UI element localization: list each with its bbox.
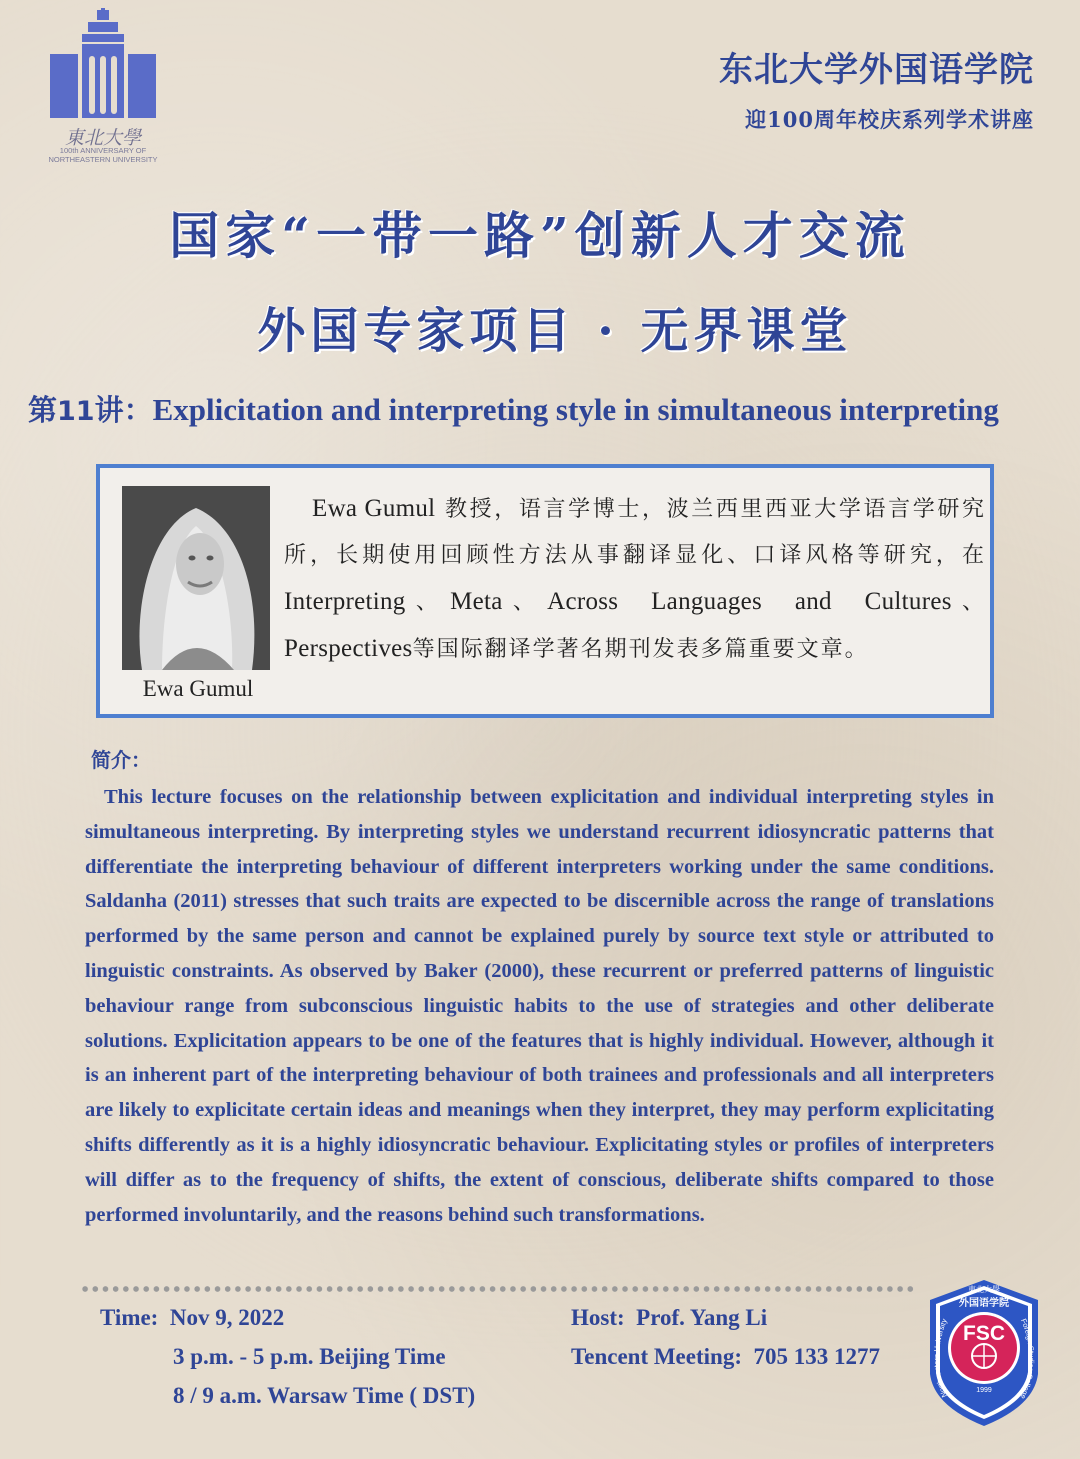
sub-title: 外国专家项目 · 无界课堂 bbox=[257, 303, 853, 359]
speaker-photo bbox=[122, 486, 270, 670]
lecture-heading bbox=[28, 388, 1068, 429]
portrait-image bbox=[122, 486, 270, 670]
journal-interpreting: Interpreting bbox=[284, 588, 406, 615]
warsaw-time: 8 / 9 a.m. Warsaw Time ( DST) bbox=[173, 1383, 476, 1408]
badge-college-cn: 外国语学院 bbox=[959, 1298, 1009, 1309]
journal-perspectives: Perspectives bbox=[284, 635, 413, 662]
badge-year: 1999 bbox=[976, 1387, 992, 1394]
intro-label: 简介： bbox=[91, 748, 151, 772]
fsc-college-badge bbox=[926, 1278, 1042, 1428]
speaker-bio bbox=[284, 486, 986, 673]
meeting-id: 705 133 1277 bbox=[753, 1344, 880, 1369]
badge-right-arc-text: Foreign Studies College bbox=[1018, 1317, 1037, 1401]
meeting-row bbox=[571, 1344, 880, 1370]
dotted-divider bbox=[80, 1285, 916, 1293]
beijing-time: 3 p.m. - 5 p.m. Beijing Time bbox=[173, 1344, 446, 1369]
host-name: Prof. Yang Li bbox=[636, 1305, 768, 1330]
speaker-name: Ewa Gumul bbox=[142, 676, 254, 701]
lecture-series: 迎100周年校庆系列学术讲座 bbox=[745, 107, 1034, 132]
lecture-title: Explicitation and interpreting style in simultaneous interpreting bbox=[152, 392, 999, 427]
badge-abbr: FSC bbox=[963, 1322, 1005, 1345]
badge-top-text: 東北大學 bbox=[968, 1285, 1000, 1294]
event-date: Nov 9, 2022 bbox=[169, 1305, 285, 1330]
bio-sep1: 、 bbox=[405, 590, 451, 615]
main-title: 国家“一带一路”创新人才交流 bbox=[169, 206, 911, 265]
time-row bbox=[100, 1305, 284, 1331]
lecture-number: 11 bbox=[57, 396, 95, 427]
badge-left-arc-text: Northeastern University bbox=[931, 1317, 950, 1399]
college-name: 东北大学外国语学院 bbox=[719, 50, 1034, 90]
lecture-abstract: This lecture focuses on the relationship between explicitation and individual interpreting styles in simultaneous interpreting. By interpreting styles we understand recurrent idiosyncratic patterns that differentiate the interpreting behaviour of different interpreters working under the same conditions. Saldanha (2011) stresses that such traits are expected to be discernible across the range of translations performed by the same person and cannot be explained purely by source text style or attributed to linguistic constraints. As observed by Baker (2000), these recurrent or preferred patterns of linguistic behaviour range from subconscious linguistic habits to the use of strategies and other deliberate solutions. Explicitation appears to be one of the features that is highly individual. However, although it is an inherent part of the interpreting behaviour of both trainees and professionals and all interpreters are likely to explicitate certain ideas and meanings when they interpret, they may perform explicitating shifts differently as it is a highly idiosyncratic behaviour. Explicitating styles or profiles of interpreters will differ as to the frequency of shifts, the extent of conscious, deliberate shifts compared to those performed involuntarily, and the reasons behind such transformations. bbox=[85, 786, 994, 1226]
journal-meta: Meta bbox=[450, 588, 503, 615]
logo-caption-line2: NORTHEASTERN UNIVERSITY bbox=[48, 155, 158, 164]
bio-sep3: 、 bbox=[951, 590, 986, 615]
bio-sep2: 、 bbox=[502, 590, 548, 615]
bio-part2: 等国际翻译学著名期刊发表多篇重要文章。 bbox=[412, 637, 869, 662]
logo-caption-line1: 100th ANNIVERSARY OF bbox=[59, 146, 147, 155]
meeting-label: Tencent Meeting: bbox=[571, 1344, 742, 1369]
bio-name: Ewa Gumul bbox=[312, 495, 436, 522]
logo-calligraphy: 東北大學 bbox=[64, 127, 142, 149]
lecture-suffix: 讲： bbox=[94, 393, 153, 427]
time-label: Time: bbox=[100, 1305, 159, 1330]
lecture-prefix: 第 bbox=[28, 393, 58, 427]
host-label: Host: bbox=[571, 1305, 625, 1330]
journal-across: Across Languages and Cultures bbox=[547, 588, 952, 615]
bio-part1: 教授，语言学博士，波兰西里西亚大学语言学研究所，长期使用回顾性方法从事翻译显化、口译风格等研究，在 bbox=[284, 497, 986, 568]
host-row bbox=[571, 1305, 767, 1331]
speaker-bio-box bbox=[96, 464, 994, 718]
